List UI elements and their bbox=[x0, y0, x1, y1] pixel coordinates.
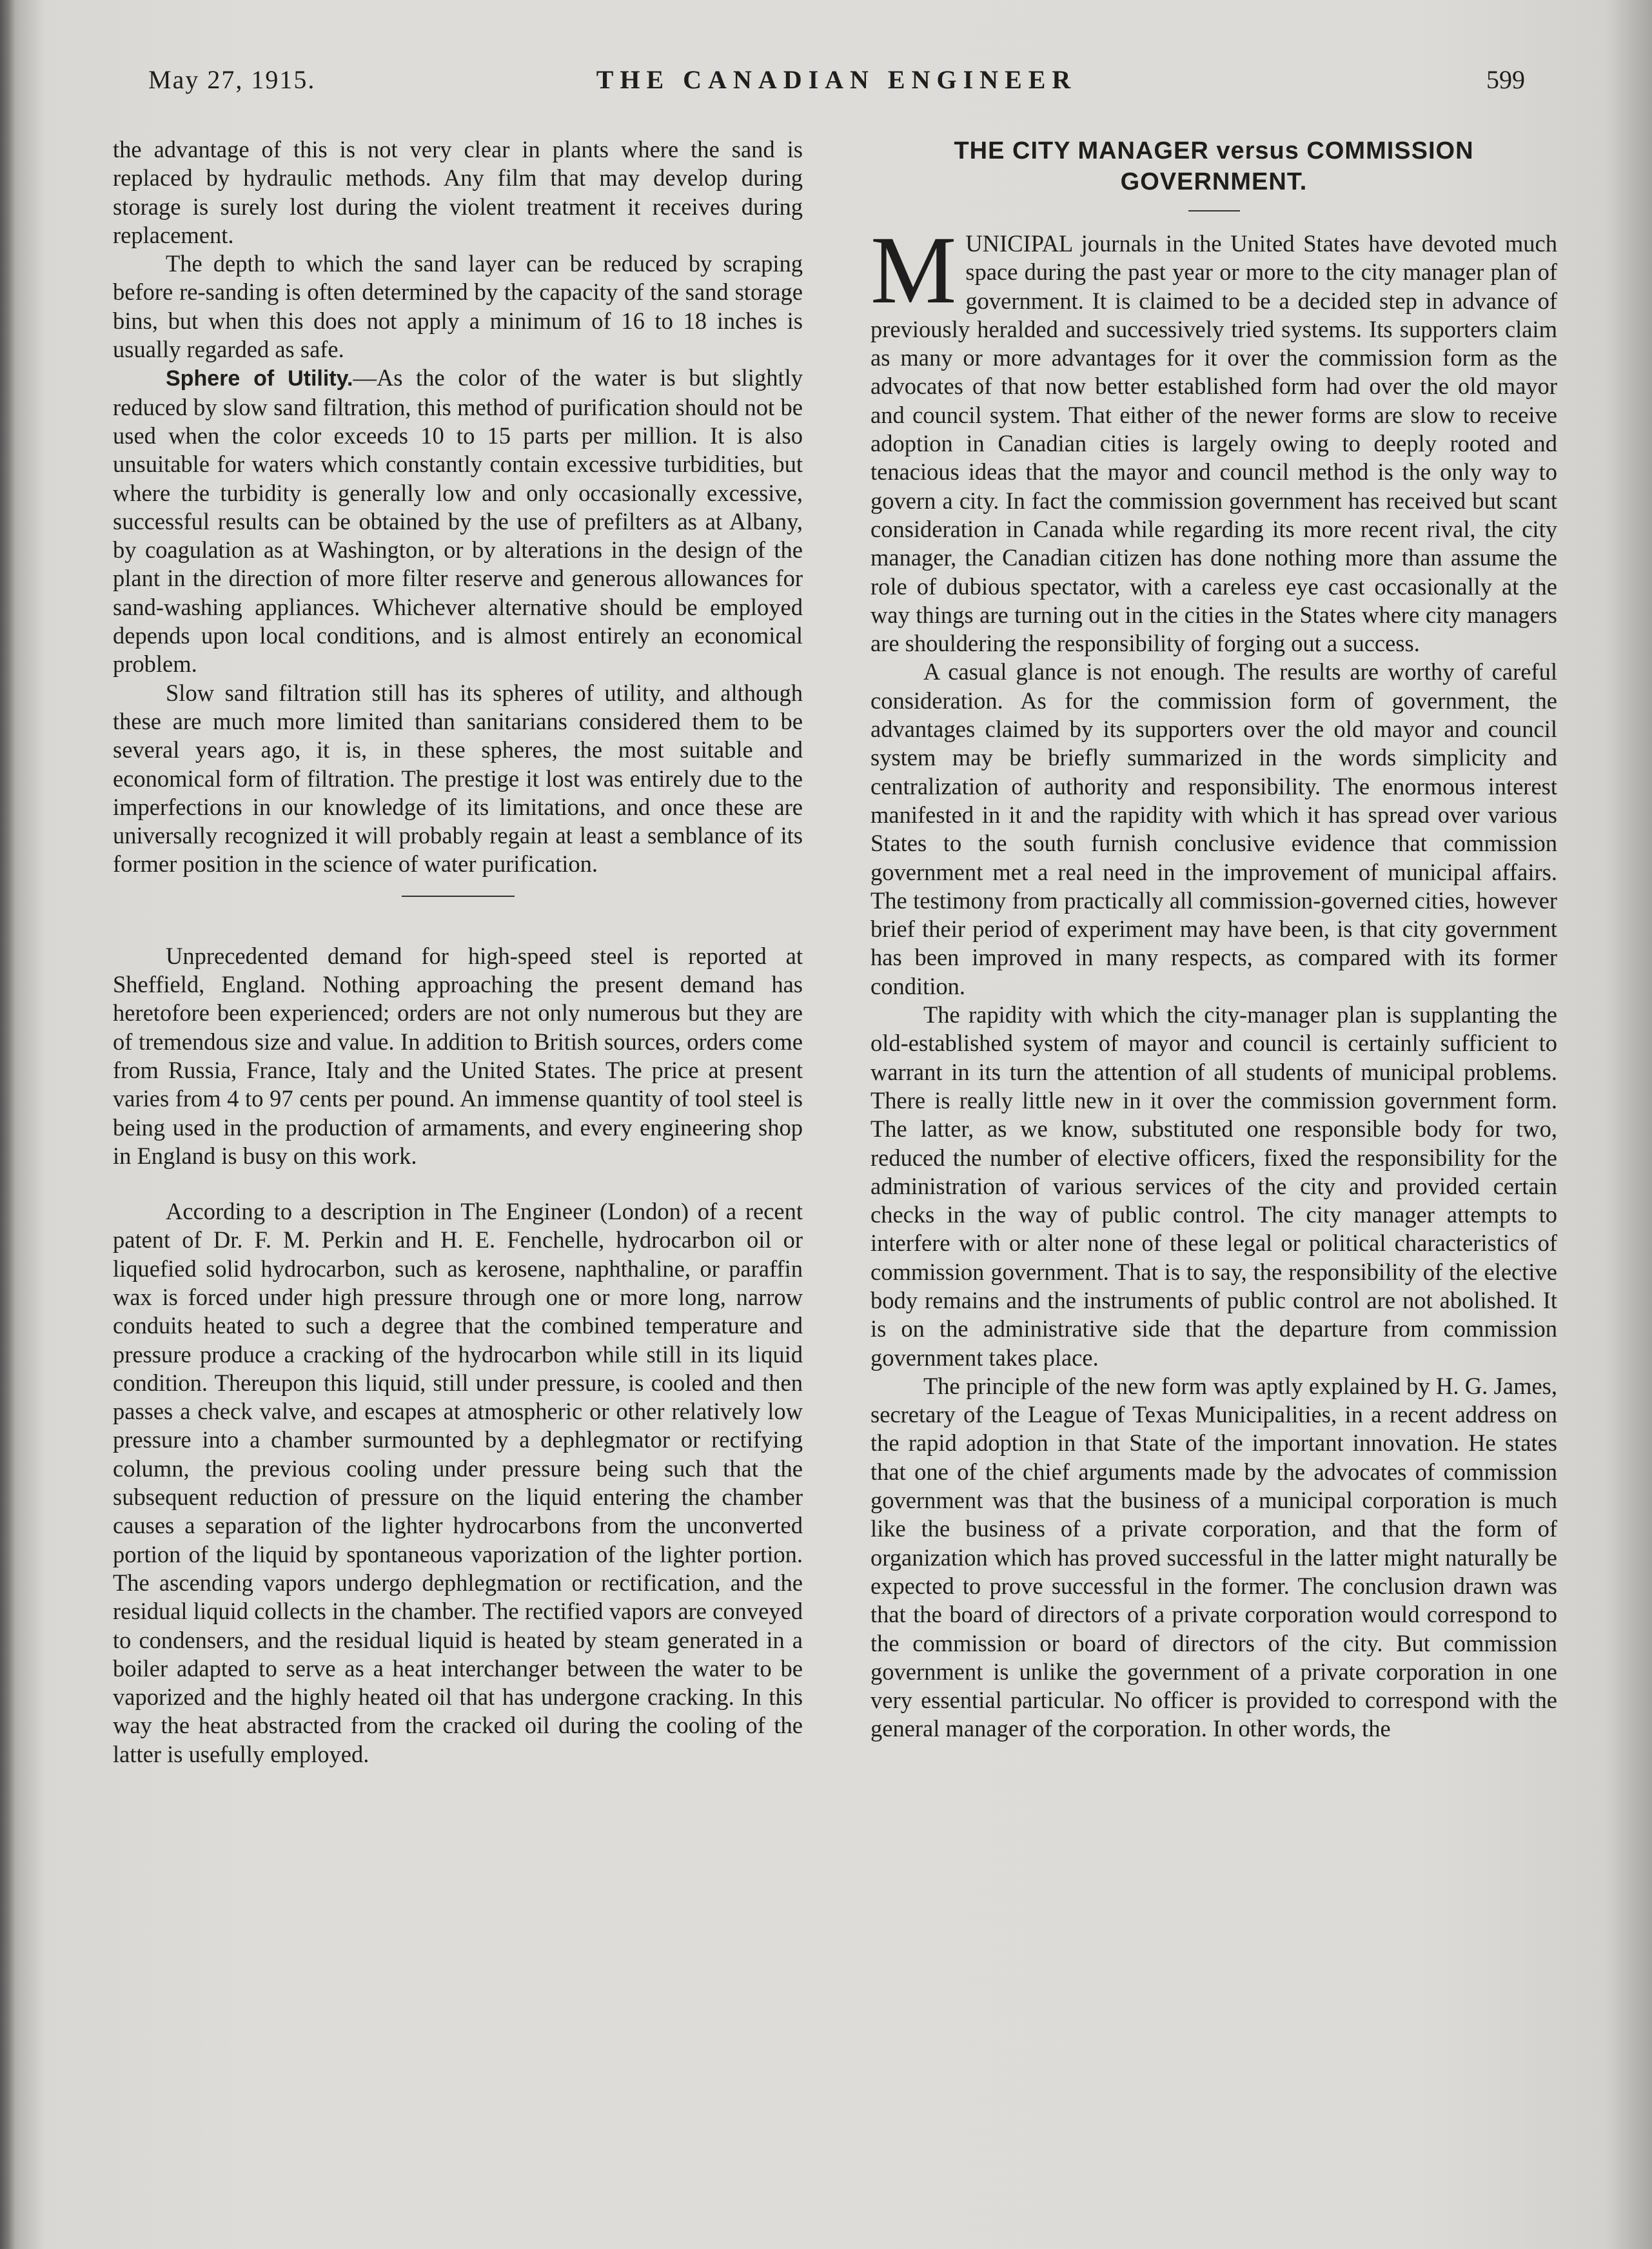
page-binding-edge bbox=[0, 0, 14, 2249]
left-paragraph-2: The depth to which the sand layer can be reduced by scraping before re-sanding is often determined by the capacity of the sand storage bins, but when this does not apply a minimum of 16 to 18 inches is usually regarded as safe. bbox=[113, 250, 803, 363]
right-paragraph-2: A casual glance is not enough. The results are worthy of careful consideration. As for the commission form of government, the advantages claimed by its supporters over the old mayor and council system may be briefly summarized in the words simplicity and centralization of authority and responsibility. The enormous interest manifested in it and the rapidity with which it has spread over various States to the south furnish conclusive evidence that commission government met a real need in the improvement of municipal affairs. The testimony from practically all commission-governed cities, however brief their period of experiment may have been, is that city government has been improved in many respects, as compared with its former condition. bbox=[870, 658, 1557, 999]
header-journal-title: THE CANADIAN ENGINEER bbox=[596, 65, 1077, 94]
right-paragraph-4: The principle of the new form was aptly explained by H. G. James, secretary of the League of Texas Municipalities, in a recent address on the rapid adoption in that State of the important innovation. He states that one of the chief arguments made by the advocates of commission government was that the business of a municipal corporation is much like the business of a private corporation, and that the form of organization which has proved successful in the latter might naturally be expected to prove successful in the former. The conclusion drawn was that the board of directors of a private corporation would correspond to the commission or board of directors of the city. But commission government is unlike the government of a private corporation in one very essential particular. No officer is provided to correspond with the general manager of the corporation. In other words, the bbox=[870, 1372, 1557, 1742]
title-divider bbox=[1188, 210, 1240, 211]
left-column bbox=[113, 135, 803, 1769]
left-paragraph-3 bbox=[113, 364, 803, 678]
right-column bbox=[870, 135, 1557, 1743]
section-divider bbox=[402, 896, 515, 897]
article-title-line-2: GOVERNMENT. bbox=[1120, 168, 1308, 195]
news-item-high-speed-steel: Unprecedented demand for high-speed steel is reported at Sheffield, England. Nothing approaching the present demand has heretofore been experienced; orders are not only numerous but they are of tremendous size and value. In addition to British sources, orders come from Russia, France, Italy and the United States. The price at present varies from 4 to 97 cents per pound. An immense quantity of tool steel is being used in the production of armaments, and every engineering shop in England is busy on this work. bbox=[113, 942, 803, 1169]
article-title-line-1: THE CITY MANAGER versus COMMISSION bbox=[954, 137, 1474, 164]
section-heading-sphere-of-utility: Sphere of Utility. bbox=[166, 366, 353, 391]
news-item-oil-cracking-patent: According to a description in The Engineer (London) of a recent patent of Dr. F. M. Perkin and H. E. Fenchelle, hydrocarbon oil or liquefied solid hydrocarbon, such as kerosene, naphthaline, or paraffin wax is forced under high pressure through one or more long, narrow conduits heated to such a degree that the combined temperature and pressure produce a cracking of the hydrocarbon while still in its liquid condition. Thereupon this liquid, still under pressure, is cooled and then passes a check valve, and escapes at atmospheric or other relatively low pressure into a chamber surmounted by a dephlegmator or rectifying column, the previous cooling under pressure being such that the subsequent reduction of pressure on the liquid entering the chamber causes a separation of the lighter hydrocarbons from the unconverted portion of the liquid by spontaneous vaporization of the lighter portion. The ascending vapors undergo dephlegmation or rectification, and the residual liquid collects in the chamber. The rectified vapors are conveyed to condensers, and the residual liquid is heated by steam generated in a boiler adapted to serve as a heat interchanger between the water to be vaporized and the highly heated oil that has undergone cracking. In this way the heat abstracted from the cracked oil during the cooling of the latter is usefully employed. bbox=[113, 1198, 803, 1767]
right-paragraph-1-body: UNICIPAL journals in the United States have devoted much space during the past year or more to the city manager plan of government. It is claimed to be a decided step in advance of previously heralded and successively tried systems. Its supporters claim as many or more advantages for it over the commission form as the advocates of that now better established form had over the old mayor and council system. That either of the newer forms are slow to receive adoption in Canadian cities is largely owing to deeply rooted and tenacious ideas that the mayor and council method is the only way to govern a city. In fact the commission government has received but scant consideration in Canada while regarding its more recent rival, the city manager, the Canadian citizen has done nothing more than assume the role of dubious spectator, with a careless eye cast occasionally at the way things are turning out in the cities in the States where city managers are shouldering the responsibility of forging out a success. bbox=[870, 230, 1557, 657]
header-date: May 27, 1915. bbox=[148, 65, 316, 94]
right-paragraph-1 bbox=[870, 217, 1557, 658]
left-paragraph-1: the advantage of this is not very clear in plants where the sand is replaced by hydraulic methods. Any film that may develop during storage is surely lost during the violent treatment it receives during replacement. bbox=[113, 136, 803, 248]
header-page-number: 599 bbox=[1486, 65, 1525, 94]
running-header bbox=[148, 64, 1525, 103]
left-paragraph-4: Slow sand filtration still has its spheres of utility, and although these are much more limited than sanitarians considered them to be several years ago, it is, in these spheres, the most suitable and economical form of filtration. The prestige it lost was entirely due to the imperfections in our knowledge of its limitations, and once these are universally recognized it will probably regain at least a semblance of its former position in the science of water purification. bbox=[113, 679, 803, 878]
left-paragraph-3-body: —As the color of the water is but slightly reduced by slow sand filtration, this method of purification should not be used when the color exceeds 10 to 15 parts per million. It is also unsuitable for waters which constantly contain excessive turbidities, but where the turbidity is generally low and only occasionally excessive, successful results can be obtained by the use of prefilters as at Albany, by coagulation as at Washington, or by alterations in the design of the plant in the direction of more filter reserve and generous allowances for sand-washing appliances. Whichever alternative should be employed depends upon local conditions, and is almost entirely an economical problem. bbox=[113, 364, 803, 678]
right-paragraph-3: The rapidity with which the city-manager plan is supplanting the old-established system of mayor and council is certainly sufficient to warrant in its turn the attention of all students of municipal problems. There is really little new in it over the commission government form. The latter, as we know, substituted one responsible body for two, reduced the number of elective officers, fixed the responsibility for the administration of various services of the city and provided certain checks in the way of public control. The city manager attempts to interfere with or alter none of these legal or political characteristics of commission government. That is to say, the responsibility of the elective body remains and the instruments of public control are not abolished. It is on the administrative side that the departure from commission government takes place. bbox=[870, 1001, 1557, 1371]
drop-cap: M bbox=[870, 217, 957, 324]
